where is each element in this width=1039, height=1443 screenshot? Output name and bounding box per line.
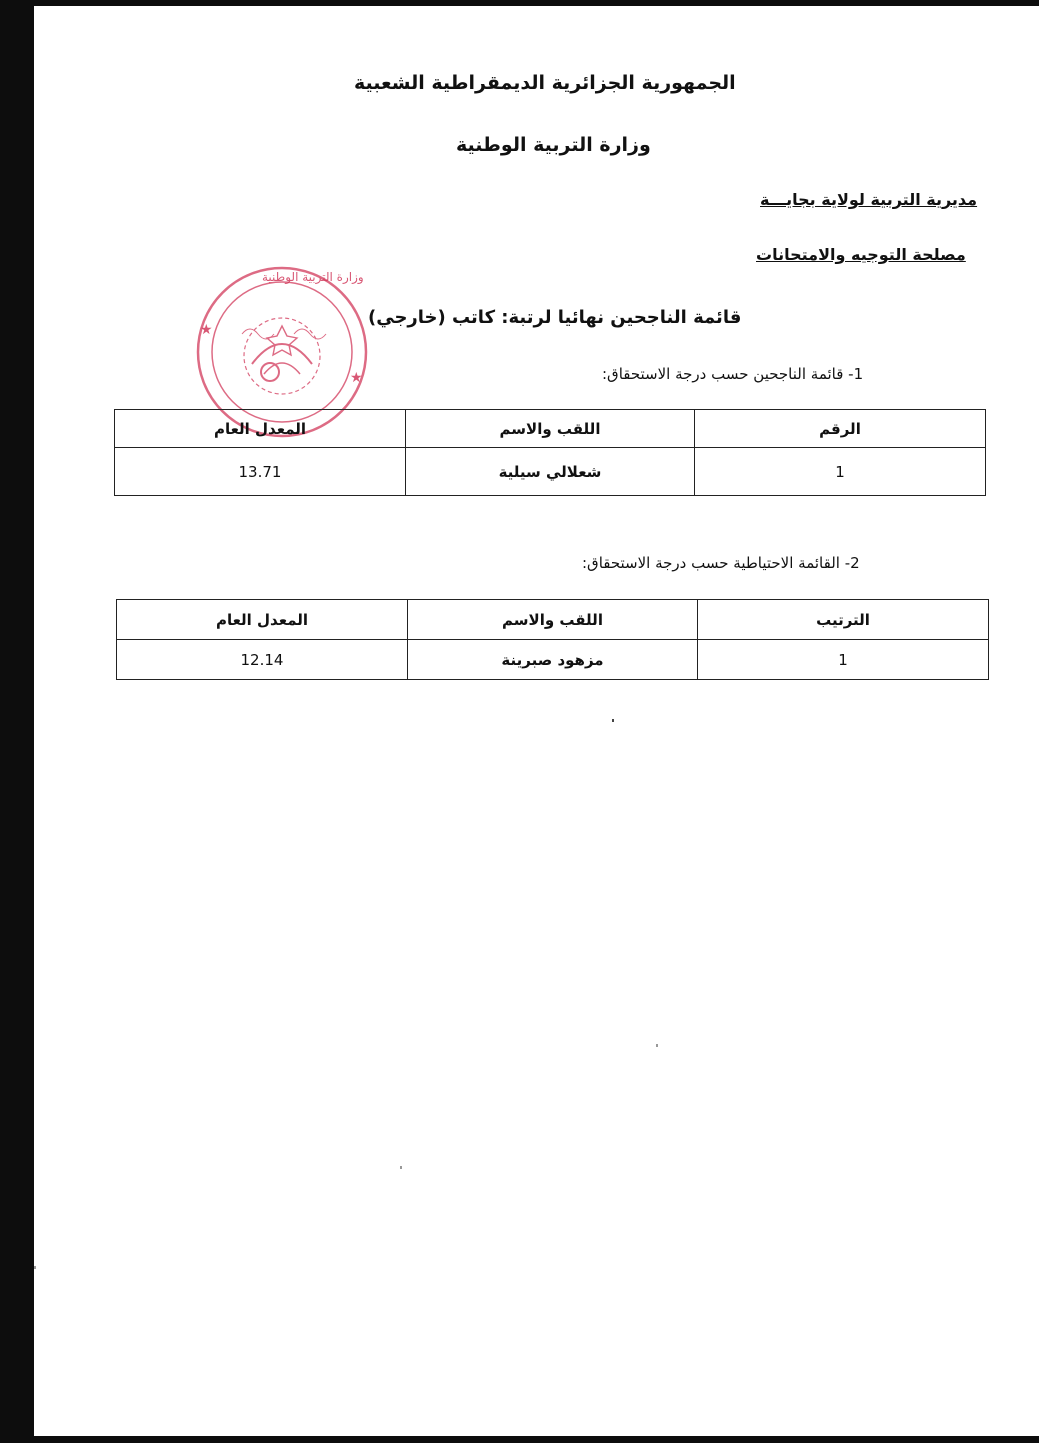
table-header-row [117,600,989,640]
table-row [117,640,989,680]
republic-heading: الجمهورية الجزائرية الديمقراطية الشعبية [354,72,736,94]
document-page [34,6,1039,1436]
row-number: 1 [695,448,986,496]
row-rank: 1 [698,640,989,680]
section1-heading: 1- قائمة الناجحين حسب درجة الاستحقاق: [602,365,864,383]
table-header-row [115,410,986,448]
row-average: 12.14 [117,640,408,680]
stamp-text: وزارة التربية الوطنية [262,270,364,284]
col-name-header: اللقب والاسم [408,600,698,640]
scan-speck [656,1044,658,1047]
section2-heading: 2- القائمة الاحتياطية حسب درجة الاستحقاق: [582,554,860,572]
svg-text:★: ★ [350,370,363,386]
col-rank-header: الترتيب [698,600,989,640]
reserve-list-table [116,599,989,680]
scan-speck [400,1166,402,1169]
col-number-header: الرقم [695,410,986,448]
successful-candidates-table [114,409,986,496]
table-row [115,448,986,496]
col-name-header: اللقب والاسم [406,410,695,448]
scan-speck [34,1266,36,1269]
scan-speck [612,719,614,722]
svg-text:★: ★ [200,322,213,338]
directorate-line: مديرية التربية لولاية بجايـــة [760,190,978,209]
col-average-header: المعدل العام [115,410,406,448]
col-average-header: المعدل العام [117,600,408,640]
row-average: 13.71 [115,448,406,496]
service-line: مصلحة التوجيه والامتحانات [756,245,966,264]
row-name: مزهود صبرينة [408,640,698,680]
ministry-heading: وزارة التربية الوطنية [456,134,651,156]
page-title: قائمة الناجحين نهائيا لرتبة: كاتب (خارجي) [368,307,742,328]
row-name: شعلالي سيلية [406,448,695,496]
